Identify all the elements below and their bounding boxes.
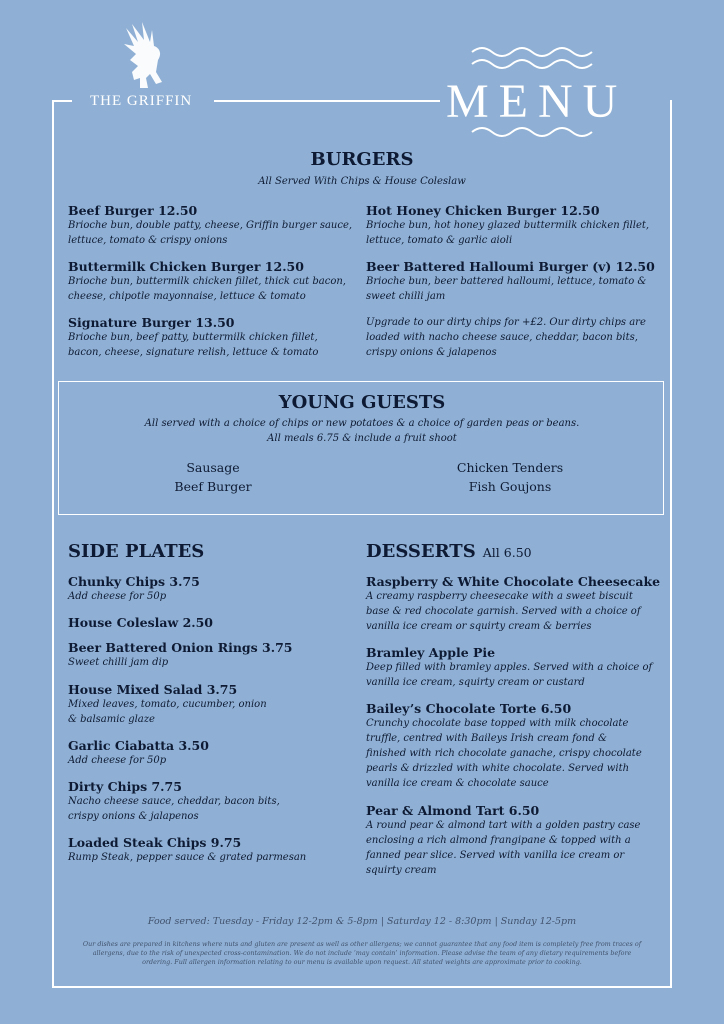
frame-right <box>670 100 672 988</box>
item-desc-line: Deep filled with bramley apples. Served with a choice of <box>366 662 653 673</box>
side-item <box>68 574 358 604</box>
food-served-hours: Food served: Tuesday - Friday 12-2pm & 5-8pm | Saturday 12 - 8:30pm | Sunday 12-5pm <box>147 916 577 927</box>
desserts-title: DESSERTS <box>366 541 476 562</box>
sides-title: SIDE PLATES <box>68 541 205 562</box>
item-name: Bailey’s Chocolate Torte 6.50 <box>366 701 572 716</box>
item-desc-line: lettuce, tomato & garlic aioli <box>366 235 513 246</box>
item-desc-line: A creamy raspberry cheesecake with a sweet biscuit <box>366 591 633 602</box>
item-name: Garlic Ciabatta 3.50 <box>68 738 209 753</box>
side-item <box>68 615 358 630</box>
item-desc-line: Add cheese for 50p <box>68 591 167 602</box>
desserts-heading <box>366 541 532 562</box>
young-guests-line2: All meals 6.75 & include a fruit shoot <box>267 433 457 444</box>
frame-left <box>52 100 54 988</box>
item-desc-line: finished with rich chocolate ganache, crispy chocolate <box>366 748 642 759</box>
upgrade-line: crispy onions & jalapenos <box>366 347 497 358</box>
burgers-title: BURGERS <box>310 149 414 170</box>
item-name: Hot Honey Chicken Burger 12.50 <box>366 203 600 218</box>
kids-item: Chicken Tenders <box>456 460 564 475</box>
burgers-subtitle: All Served With Chips & House Coleslaw <box>258 176 466 187</box>
young-guests-title: YOUNG GUESTS <box>278 392 446 413</box>
item-desc-line: Brioche bun, beer battered halloumi, lettuce, tomato & <box>366 276 647 287</box>
side-item <box>68 640 358 670</box>
item-desc-line: pearls & drizzled with white chocolate. Served with <box>366 763 630 774</box>
item-desc-line: Brioche bun, buttermilk chicken fillet, thick cut bacon, <box>68 276 346 287</box>
item-desc-line: A round pear & almond tart with a golden pastry case <box>366 820 641 831</box>
item-desc-line: Add cheese for 50p <box>68 755 167 766</box>
item-desc-line: Rump Steak, pepper sauce & grated parmesan <box>68 852 307 863</box>
item-desc-line: Brioche bun, double patty, cheese, Griffin burger sauce, <box>68 220 353 231</box>
side-item <box>68 779 358 824</box>
item-desc-line: vanilla ice cream & chocolate sauce <box>366 778 549 789</box>
item-name: House Mixed Salad 3.75 <box>68 682 238 697</box>
kids-item: Fish Goujons <box>468 479 552 494</box>
upgrade-line: Upgrade to our dirty chips for +£2. Our dirty chips are <box>366 317 646 328</box>
item-name: Beer Battered Halloumi Burger (v) 12.50 <box>366 259 655 274</box>
item-name: Pear & Almond Tart 6.50 <box>366 803 540 818</box>
upgrade-note <box>366 315 666 360</box>
item-desc-line: sweet chilli jam <box>366 291 446 302</box>
item-desc-line: lettuce, tomato & crispy onions <box>68 235 228 246</box>
item-desc-line: vanilla ice cream or squirty cream & berries <box>366 621 592 632</box>
burger-item <box>68 259 360 304</box>
wave-bottom-icon <box>470 124 594 148</box>
item-desc-line: & balsamic glaze <box>68 714 155 725</box>
kids-item: Sausage <box>186 460 240 475</box>
side-item <box>68 738 358 768</box>
upgrade-line: loaded with nacho cheese sauce, cheddar, bacon bits, <box>366 332 638 343</box>
item-name: Loaded Steak Chips 9.75 <box>68 835 242 850</box>
dessert-item <box>366 803 666 878</box>
allergen-note-line: Our dishes are prepared in kitchens where nuts and gluten are present as well as other allergens; we cannot guarantee that any food item is completely free from traces of <box>82 940 642 948</box>
young-guests-line1: All served with a choice of chips or new potatoes & a choice of garden peas or beans. <box>144 418 580 429</box>
griffin-logo-icon <box>116 20 172 92</box>
logo-text: THE GRIFFIN <box>90 93 193 109</box>
burger-item <box>366 203 666 248</box>
wave-top-icon <box>470 44 594 72</box>
item-name: Buttermilk Chicken Burger 12.50 <box>68 259 304 274</box>
menu-title: MENU <box>446 75 628 128</box>
item-desc-line: cheese, chipotle mayonnaise, lettuce & tomato <box>68 291 306 302</box>
frame-top-middle <box>214 100 440 102</box>
side-item <box>68 835 358 865</box>
item-desc-line: Brioche bun, hot honey glazed buttermilk chicken fillet, <box>366 220 650 231</box>
dessert-item <box>366 701 666 791</box>
item-desc-line: bacon, cheese, signature relish, lettuce & tomato <box>68 347 319 358</box>
item-desc-line: Nacho cheese sauce, cheddar, bacon bits, <box>68 796 280 807</box>
item-name: Chunky Chips 3.75 <box>68 574 200 589</box>
allergen-note-line: ordering. Full allergen information relating to our menu is available upon request. All stated weights are approximate prior to cooking. <box>142 958 582 966</box>
frame-bottom <box>52 986 672 988</box>
item-desc-line: enclosing a rich almond frangipane & topped with a <box>366 835 631 846</box>
item-name: Bramley Apple Pie <box>366 645 496 660</box>
desserts-price-note: All 6.50 <box>482 545 532 560</box>
item-desc-line: base & red chocolate garnish. Served with a choice of <box>366 606 641 617</box>
burger-item <box>68 315 360 360</box>
item-desc-line: Mixed leaves, tomato, cucumber, onion <box>68 699 267 710</box>
burger-item <box>366 259 666 304</box>
item-desc-line: Brioche bun, beef patty, buttermilk chicken fillet, <box>68 332 318 343</box>
kids-item: Beef Burger <box>174 479 252 494</box>
item-desc-line: vanilla ice cream, squirty cream or custard <box>366 677 585 688</box>
dessert-item <box>366 574 666 634</box>
allergen-note-line: allergens, due to the risk of unexpected cross-contamination. We do not include ‘may contain’ information. Please advise the team of any dietary requirements before <box>92 949 632 957</box>
burger-item <box>68 203 360 248</box>
item-desc-line: truffle, centred with Baileys Irish cream fond & <box>366 733 607 744</box>
item-desc-line: crispy onions & jalapenos <box>68 811 199 822</box>
item-name: Beef Burger 12.50 <box>68 203 198 218</box>
item-name: Dirty Chips 7.75 <box>68 779 182 794</box>
item-name: Signature Burger 13.50 <box>68 315 235 330</box>
item-desc-line: Sweet chilli jam dip <box>68 657 169 668</box>
dessert-item <box>366 645 666 690</box>
item-desc-line: squirty cream <box>366 865 437 876</box>
item-name: Beer Battered Onion Rings 3.75 <box>68 640 293 655</box>
item-name: Raspberry & White Chocolate Cheesecake <box>366 574 661 589</box>
item-desc-line: Crunchy chocolate base topped with milk chocolate <box>366 718 629 729</box>
frame-top-left <box>52 100 72 102</box>
side-item <box>68 682 358 727</box>
item-desc-line: fanned pear slice. Served with vanilla ice cream or <box>366 850 625 861</box>
item-name: House Coleslaw 2.50 <box>68 615 214 630</box>
